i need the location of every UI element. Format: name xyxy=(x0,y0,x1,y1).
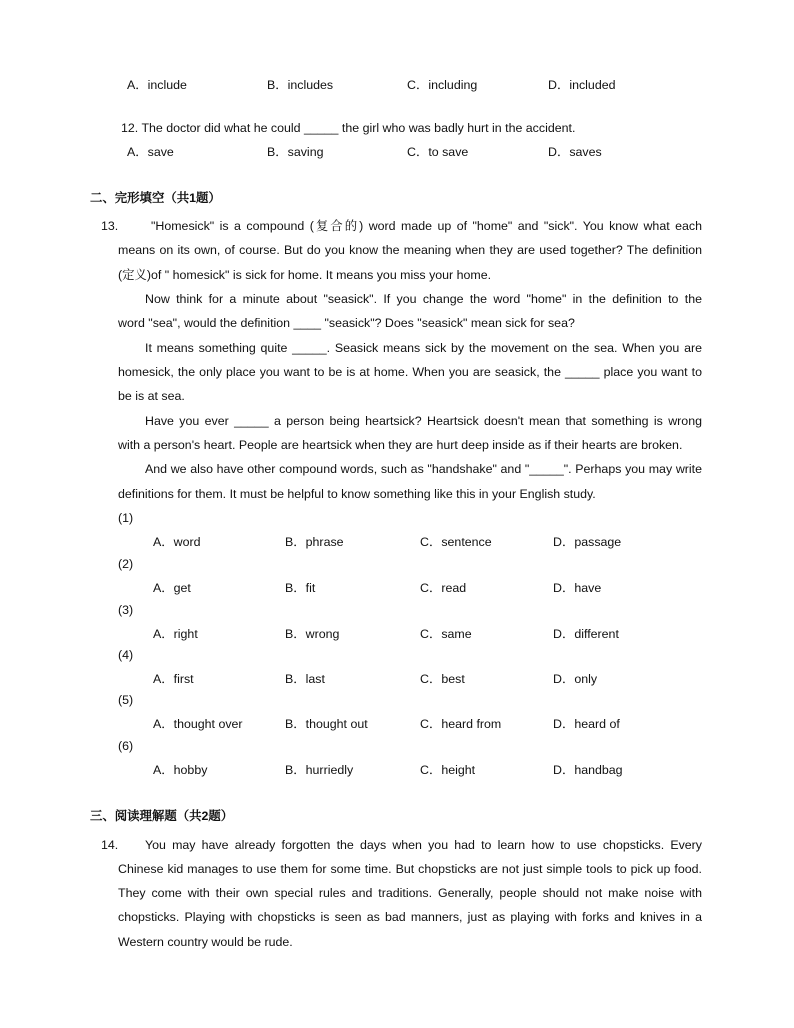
q14-number: 14. xyxy=(101,838,119,852)
passage-line: They come with their own special rules and traditions. Generally, people should not make noise with xyxy=(118,886,702,900)
option: A．first xyxy=(153,672,194,686)
subquestion-label: (1) xyxy=(118,511,134,525)
passage-line: homesick, the only place you want to be is at home. When you are seasick, the _____ place you want to xyxy=(118,365,702,379)
passage-line: "Homesick" is a compound (复合的) word made up of "home" and "sick". You know what each xyxy=(151,219,702,233)
option: A．get xyxy=(153,581,191,595)
option: A．right xyxy=(153,627,198,641)
option: C．heard from xyxy=(420,717,502,731)
option: B．phrase xyxy=(285,535,344,549)
passage-line: means on its own, of course. But do you know the meaning when they are used together? The definition xyxy=(118,243,702,257)
subquestion-label: (5) xyxy=(118,693,134,707)
subquestion-label: (6) xyxy=(118,739,134,753)
option: D．heard of xyxy=(553,717,620,731)
option: D．have xyxy=(553,581,602,595)
option: A．thought over xyxy=(153,717,243,731)
option: A．include xyxy=(127,78,187,92)
subquestion-label: (3) xyxy=(118,603,134,617)
passage-line: It means something quite _____. Seasick means sick by the movement on the sea. When you are xyxy=(145,341,702,355)
option: B．saving xyxy=(267,145,324,159)
option: D．handbag xyxy=(553,763,623,777)
passage-line: And we also have other compound words, such as "handshake" and "_____". Perhaps you may write xyxy=(145,462,702,476)
q13-number: 13. xyxy=(101,219,119,233)
option: B．includes xyxy=(267,78,334,92)
passage-line: Have you ever _____ a person being heartsick? Heartsick doesn't mean that something is wrong xyxy=(145,414,702,428)
passage-line: You may have already forgotten the days when you had to learn how to use chopsticks. Every xyxy=(145,838,702,852)
passage-line: Now think for a minute about "seasick". If you change the word "home" in the definition to the xyxy=(145,292,702,306)
option: D．only xyxy=(553,672,598,686)
option: C．to save xyxy=(407,145,469,159)
passage-line: with a person's heart. People are heartsick when they are hurt deep inside as if their hearts are broken. xyxy=(118,438,683,452)
option: C．best xyxy=(420,672,465,686)
section-heading-reading: 三、阅读理解题（共2题） xyxy=(90,809,234,823)
passage-line: Chinese kid manages to use them for some time. But chopsticks are not just simple tools to pick up food. xyxy=(118,862,702,876)
option: C．height xyxy=(420,763,476,777)
option: B．last xyxy=(285,672,325,686)
passage-line: (定义)of " homesick" is sick for home. It means you miss your home. xyxy=(118,268,492,282)
section-heading-cloze: 二、完形填空（共1题） xyxy=(90,191,221,205)
option: D．included xyxy=(548,78,616,92)
option: B．hurriedly xyxy=(285,763,354,777)
option: A．hobby xyxy=(153,763,208,777)
option: B．thought out xyxy=(285,717,368,731)
option: C．including xyxy=(407,78,478,92)
q12-stem: 12. The doctor did what he could _____ the girl who was badly hurt in the accident. xyxy=(121,121,576,135)
option: D．different xyxy=(553,627,619,641)
option: A．word xyxy=(153,535,201,549)
subquestion-label: (2) xyxy=(118,557,134,571)
option: A．save xyxy=(127,145,174,159)
option: B．fit xyxy=(285,581,316,595)
subquestion-label: (4) xyxy=(118,648,134,662)
option: D．passage xyxy=(553,535,622,549)
option: D．saves xyxy=(548,145,602,159)
option: C．read xyxy=(420,581,467,595)
option: C．same xyxy=(420,627,472,641)
passage-line: chopsticks. Playing with chopsticks is seen as bad manners, just as playing with forks and knives in a xyxy=(118,910,702,924)
option: B．wrong xyxy=(285,627,340,641)
passage-line: word "sea", would the definition ____ "seasick"? Does "seasick" mean sick for sea? xyxy=(118,316,575,330)
passage-line: definitions for them. It must be helpful to know something like this in your English study. xyxy=(118,487,596,501)
passage-line: be is at sea. xyxy=(118,389,185,403)
passage-line: Western country would be rude. xyxy=(118,935,293,949)
option: C．sentence xyxy=(420,535,492,549)
